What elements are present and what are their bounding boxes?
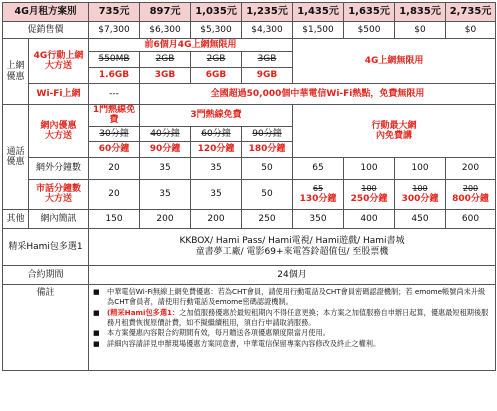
unlimited-4g: 4G上網無限用 <box>293 39 496 84</box>
contract-value: 24個月 <box>89 265 496 284</box>
landline-promo <box>344 179 395 209</box>
sms-label: 網內簡訊 <box>29 209 89 228</box>
onnet-unlimited <box>293 105 496 158</box>
note-text: 之加值服務優惠於最短租期內不得任意更換；本方案之加值服務自申辦日起算，優惠最短租期後服務月租費恢復原價計費，如不擬繼續租用，須自行申請取消服務。 <box>107 307 489 327</box>
sms-row <box>3 209 496 228</box>
wifi-text: 全國超過50,000個中華電信Wi-Fi熱點，免費無限用 <box>140 84 496 105</box>
landline-minutes: 50 <box>242 179 293 209</box>
promo-price-value: $5,300 <box>191 22 242 39</box>
hami-content <box>89 228 496 265</box>
new-minutes: 90分鐘 <box>140 141 191 157</box>
sms-count: 450 <box>395 209 446 228</box>
old-minutes: 40分鐘 <box>140 126 191 141</box>
old-minutes: 30分鐘 <box>89 126 140 141</box>
note-text: 本方案優惠內容限合約期間有效，每月贈送各項優惠額度限當月使用。 <box>107 328 330 338</box>
plan-table <box>2 2 496 371</box>
landline-new-minutes: 800分鐘 <box>452 193 489 204</box>
landline-old-minutes: 200 <box>462 184 479 194</box>
sms-count: 200 <box>140 209 191 228</box>
plan-735: 735元 <box>89 3 140 22</box>
plan-1235: 1,235元 <box>242 3 293 22</box>
plan-1435: 1,435元 <box>293 3 344 22</box>
onnet-label-line2: 大方送 <box>45 130 73 141</box>
note-item <box>93 328 491 338</box>
landline-label <box>29 179 89 209</box>
other-label: 其他 <box>3 209 29 228</box>
voice-row-1 <box>3 105 496 127</box>
offnet-minutes: 35 <box>140 157 191 179</box>
landline-old-minutes: 100 <box>412 184 428 194</box>
new-data-quota: 1.6GB <box>89 68 140 84</box>
hami-label: 精采Hami包多選1 <box>3 228 89 265</box>
promo-price-value: $7,300 <box>89 22 140 39</box>
plan-header-title: 4G月租方案別 <box>3 3 89 22</box>
voice-group-label-line1: 通話 <box>6 146 25 157</box>
plan-1035: 1,035元 <box>191 3 242 22</box>
note-item <box>93 339 491 349</box>
offnet-minutes: 100 <box>344 157 395 179</box>
plan-2735: 2,735元 <box>446 3 496 22</box>
sms-count: 250 <box>242 209 293 228</box>
internet-row-1 <box>3 39 496 52</box>
hami-line-1: KKBOX/ Hami Pass/ Hami電視/ Hami遊戲/ Hami書城 <box>179 236 405 247</box>
free-hotline-3: 3門熱線免費 <box>140 105 293 127</box>
note-red-text: (精采Hami包多選1： <box>107 307 180 317</box>
wifi-row <box>3 84 496 105</box>
offnet-minutes: 35 <box>191 157 242 179</box>
note-text: 中華電信Wi-Fi無線上網免費優惠：若為CHT會員，請使用行動電話及CHT會員密碼認證機制；若 emome帳號尚未升級為CHT會員者，請使用行動電話及emome密碼認證機制。 <box>107 286 486 307</box>
wifi-first: --- <box>89 84 140 105</box>
internet-group-label-line1: 上網 <box>6 61 25 72</box>
note-item <box>93 308 491 329</box>
mobile-internet-label-line2: 大方送 <box>45 61 73 71</box>
sms-count: 350 <box>293 209 344 228</box>
landline-new-minutes: 300分鐘 <box>401 193 439 204</box>
offnet-minutes: 50 <box>242 157 293 179</box>
landline-row <box>3 179 496 209</box>
landline-promo <box>395 179 446 209</box>
hami-line-2: 童書夢工廠/ 電影69+來電答鈴超值包/ 至股票機 <box>195 246 389 257</box>
landline-promo <box>293 179 344 209</box>
promo-price-row <box>3 22 496 39</box>
promo-price-value: $1,500 <box>293 22 344 39</box>
sms-count: 200 <box>191 209 242 228</box>
note-text: 詳細內容請詳見申辦現場優惠方案同意書，中華電信保留專案內容修改及終止之權利。 <box>107 338 381 348</box>
mobile-internet-label <box>29 39 89 84</box>
old-data-quota: 2GB <box>191 52 242 68</box>
new-minutes: 120分鐘 <box>191 141 242 157</box>
note-bullet: ■ <box>93 339 100 348</box>
offnet-minutes: 20 <box>89 157 140 179</box>
promo-price-label: 促銷售價 <box>3 22 89 39</box>
note-bullet: ■ <box>93 308 100 317</box>
promo-price-value: $6,300 <box>140 22 191 39</box>
landline-minutes: 35 <box>140 179 191 209</box>
sms-count: 600 <box>446 209 496 228</box>
landline-minutes: 20 <box>89 179 140 209</box>
landline-label-line2: 大方送 <box>45 194 73 205</box>
landline-old-minutes: 65 <box>312 184 324 194</box>
free-hotline-1: 1門熱線免費 <box>89 105 140 127</box>
contract-row <box>3 265 496 284</box>
sms-count: 400 <box>344 209 395 228</box>
notes-label: 備註 <box>3 284 89 370</box>
voice-group-label <box>3 105 29 210</box>
offnet-minutes: 65 <box>293 157 344 179</box>
mobile-internet-label-line1: 4G行動上網 <box>33 50 84 61</box>
hami-row <box>3 228 496 265</box>
landline-label-line1: 市話分鐘數 <box>36 183 82 194</box>
old-minutes: 60分鐘 <box>191 126 242 141</box>
old-minutes: 90分鐘 <box>242 126 293 141</box>
wifi-label: Wi-Fi上網 <box>29 84 89 105</box>
note-text-wrapper <box>107 308 491 329</box>
landline-old-minutes: 100 <box>361 184 377 194</box>
promo-price-value: $0 <box>395 22 446 39</box>
onnet-label <box>29 105 89 158</box>
internet-group-label <box>3 39 29 105</box>
note-item <box>93 287 491 308</box>
contract-label: 合約期間 <box>3 265 89 284</box>
landline-promo <box>446 179 496 209</box>
sms-count: 150 <box>89 209 140 228</box>
promo-price-value: $500 <box>344 22 395 39</box>
note-bullet: ■ <box>93 329 100 338</box>
new-data-quota: 9GB <box>242 68 293 84</box>
plan-1835: 1,835元 <box>395 3 446 22</box>
notes-row <box>3 284 496 370</box>
plan-1635: 1,635元 <box>344 3 395 22</box>
offnet-label: 網外分鐘數 <box>29 157 89 179</box>
new-data-quota: 6GB <box>191 68 242 84</box>
promo-price-value: $4,300 <box>242 22 293 39</box>
note-bullet: ■ <box>93 287 100 296</box>
voice-group-label-line2: 優惠 <box>6 156 25 167</box>
new-minutes: 60分鐘 <box>89 141 140 157</box>
onnet-unlimited-line1: 行動最大網 <box>371 120 417 131</box>
internet-group-label-line2: 優惠 <box>6 71 25 82</box>
new-data-quota: 3GB <box>140 68 191 84</box>
notes-content <box>89 284 496 370</box>
landline-new-minutes: 250分鐘 <box>350 193 388 204</box>
header-row <box>3 3 496 22</box>
offnet-minutes: 100 <box>395 157 446 179</box>
old-data-quota: 2GB <box>140 52 191 68</box>
landline-new-minutes: 130分鐘 <box>299 193 337 204</box>
old-data-quota: 550MB <box>89 52 140 68</box>
promo-price-value: $0 <box>446 22 496 39</box>
old-data-quota: 3GB <box>242 52 293 68</box>
new-minutes: 180分鐘 <box>242 141 293 157</box>
onnet-label-line1: 網內優惠 <box>40 120 77 131</box>
offnet-minutes: 200 <box>446 157 496 179</box>
plan-897: 897元 <box>140 3 191 22</box>
onnet-unlimited-line2: 內免費講 <box>376 130 413 141</box>
unlimited-6-months: 前6個月4G上網無限用 <box>89 39 293 52</box>
landline-minutes: 35 <box>191 179 242 209</box>
offnet-row <box>3 157 496 179</box>
